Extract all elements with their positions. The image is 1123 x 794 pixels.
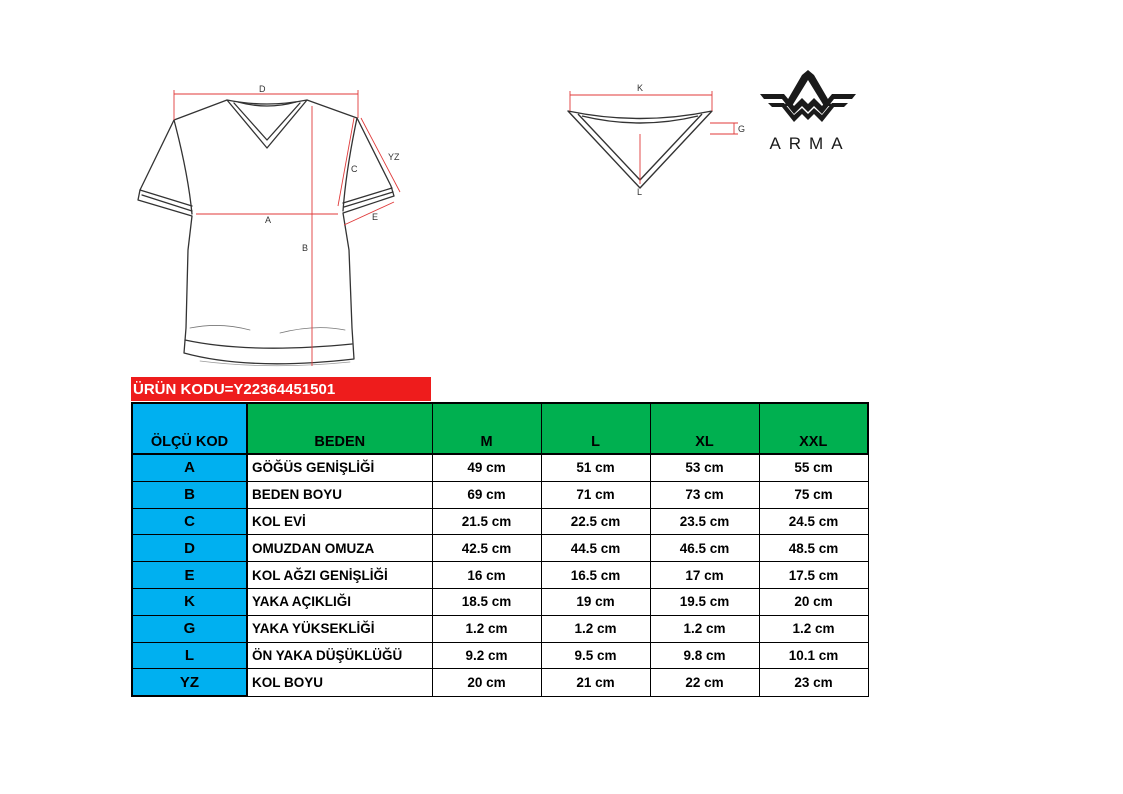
size-value-cell: 21 cm bbox=[541, 669, 650, 696]
size-value-cell: 19.5 cm bbox=[650, 588, 759, 615]
size-value-cell: 69 cm bbox=[432, 481, 541, 508]
measure-code-cell: E bbox=[132, 562, 247, 589]
size-value-cell: 10.1 cm bbox=[759, 642, 868, 669]
header-beden: BEDEN bbox=[247, 403, 432, 454]
size-value-cell: 46.5 cm bbox=[650, 535, 759, 562]
size-value-cell: 48.5 cm bbox=[759, 535, 868, 562]
size-value-cell: 44.5 cm bbox=[541, 535, 650, 562]
measure-label-cell: KOL AĞZI GENİŞLİĞİ bbox=[247, 562, 432, 589]
collar-diagram bbox=[560, 78, 760, 198]
measure-label-cell: OMUZDAN OMUZA bbox=[247, 535, 432, 562]
size-value-cell: 73 cm bbox=[650, 481, 759, 508]
measure-code-cell: L bbox=[132, 642, 247, 669]
size-value-cell: 1.2 cm bbox=[541, 615, 650, 642]
size-value-cell: 1.2 cm bbox=[759, 615, 868, 642]
table-header-row bbox=[132, 403, 868, 454]
measure-label-cell: BEDEN BOYU bbox=[247, 481, 432, 508]
measure-code-cell: YZ bbox=[132, 669, 247, 696]
table-row bbox=[132, 669, 868, 696]
label-e: E bbox=[372, 212, 379, 222]
label-l: L bbox=[637, 187, 643, 197]
size-value-cell: 9.2 cm bbox=[432, 642, 541, 669]
size-value-cell: 1.2 cm bbox=[432, 615, 541, 642]
size-value-cell: 1.2 cm bbox=[650, 615, 759, 642]
table-row bbox=[132, 642, 868, 669]
product-code: ÜRÜN KODU=Y22364451501 bbox=[131, 377, 431, 401]
size-value-cell: 23.5 cm bbox=[650, 508, 759, 535]
measure-code-cell: A bbox=[132, 454, 247, 481]
label-k: K bbox=[637, 83, 644, 93]
measure-label-cell: GÖĞÜS GENİŞLİĞİ bbox=[247, 454, 432, 481]
header-size-l: L bbox=[541, 403, 650, 454]
header-size-xl: XL bbox=[650, 403, 759, 454]
size-value-cell: 71 cm bbox=[541, 481, 650, 508]
size-value-cell: 17 cm bbox=[650, 562, 759, 589]
brand-name: ARMA bbox=[769, 134, 851, 153]
header-olcu-kod: ÖLÇÜ KOD bbox=[132, 403, 247, 454]
measure-label-cell: YAKA YÜKSEKLİĞİ bbox=[247, 615, 432, 642]
label-b: B bbox=[302, 243, 309, 253]
size-value-cell: 53 cm bbox=[650, 454, 759, 481]
size-value-cell: 49 cm bbox=[432, 454, 541, 481]
arma-emblem-icon bbox=[758, 70, 858, 130]
size-value-cell: 22 cm bbox=[650, 669, 759, 696]
size-value-cell: 9.8 cm bbox=[650, 642, 759, 669]
size-value-cell: 17.5 cm bbox=[759, 562, 868, 589]
label-a: A bbox=[265, 215, 272, 225]
size-value-cell: 9.5 cm bbox=[541, 642, 650, 669]
measure-code-cell: B bbox=[132, 481, 247, 508]
size-value-cell: 21.5 cm bbox=[432, 508, 541, 535]
table-row bbox=[132, 588, 868, 615]
measure-code-cell: D bbox=[132, 535, 247, 562]
measure-label-cell: KOL BOYU bbox=[247, 669, 432, 696]
table-row bbox=[132, 535, 868, 562]
label-c: C bbox=[351, 164, 358, 174]
measure-code-cell: C bbox=[132, 508, 247, 535]
measure-code-cell: G bbox=[132, 615, 247, 642]
size-value-cell: 18.5 cm bbox=[432, 588, 541, 615]
table-row bbox=[132, 481, 868, 508]
header-size-m: M bbox=[432, 403, 541, 454]
label-d: D bbox=[259, 84, 266, 94]
measure-label-cell: ÖN YAKA DÜŞÜKLÜĞÜ bbox=[247, 642, 432, 669]
size-value-cell: 75 cm bbox=[759, 481, 868, 508]
size-chart-table bbox=[131, 402, 869, 697]
tshirt-diagram bbox=[130, 78, 420, 373]
label-g: G bbox=[738, 124, 746, 134]
size-value-cell: 20 cm bbox=[432, 669, 541, 696]
brand-logo bbox=[758, 70, 858, 160]
size-value-cell: 22.5 cm bbox=[541, 508, 650, 535]
header-size-xxl: XXL bbox=[759, 403, 868, 454]
measure-label-cell: KOL EVİ bbox=[247, 508, 432, 535]
table-row bbox=[132, 454, 868, 481]
table-row bbox=[132, 562, 868, 589]
table-row bbox=[132, 508, 868, 535]
measure-code-cell: K bbox=[132, 588, 247, 615]
label-yz: YZ bbox=[388, 152, 400, 162]
size-value-cell: 51 cm bbox=[541, 454, 650, 481]
measure-label-cell: YAKA AÇIKLIĞI bbox=[247, 588, 432, 615]
table-row bbox=[132, 615, 868, 642]
size-value-cell: 55 cm bbox=[759, 454, 868, 481]
size-value-cell: 19 cm bbox=[541, 588, 650, 615]
size-value-cell: 20 cm bbox=[759, 588, 868, 615]
size-value-cell: 23 cm bbox=[759, 669, 868, 696]
size-value-cell: 42.5 cm bbox=[432, 535, 541, 562]
size-value-cell: 16 cm bbox=[432, 562, 541, 589]
size-value-cell: 24.5 cm bbox=[759, 508, 868, 535]
size-value-cell: 16.5 cm bbox=[541, 562, 650, 589]
